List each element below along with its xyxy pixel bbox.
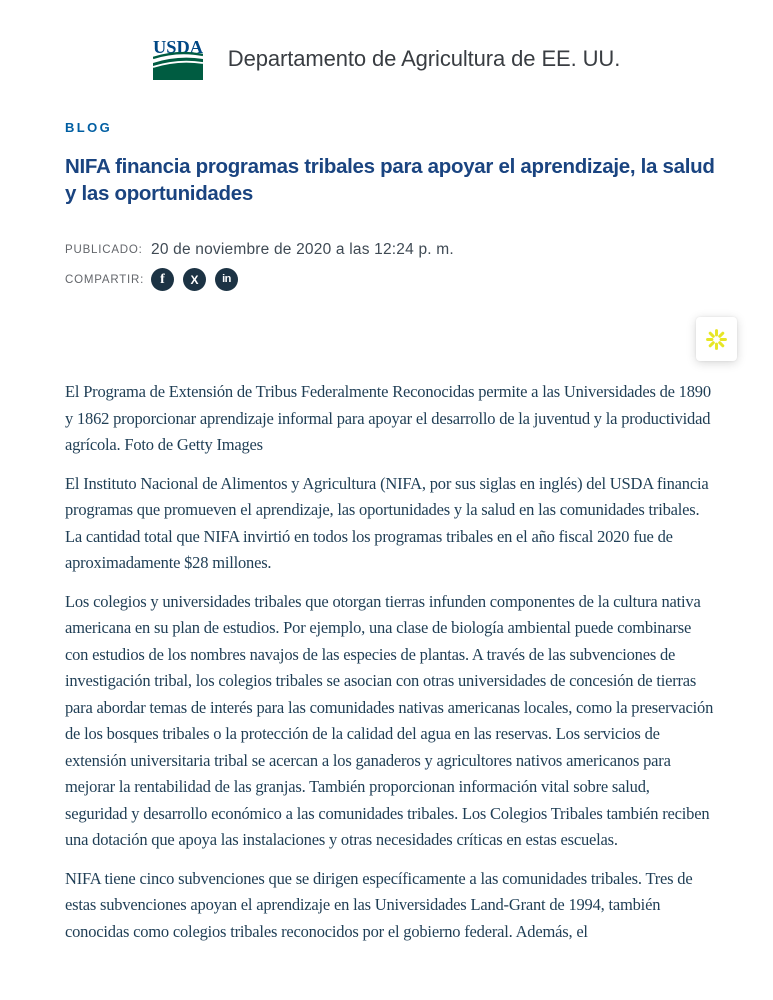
article-meta	[65, 241, 715, 291]
loading-spinner-icon	[703, 326, 730, 353]
published-label: PUBLICADO:	[65, 244, 143, 256]
published-date: 20 de noviembre de 2020 a las 12:24 p. m.	[151, 241, 454, 258]
paragraph: El Instituto Nacional de Alimentos y Agricultura (NIFA, por sus siglas en inglés) del USDA financia programas que promueven el aprendizaje, las oportunidades y la salud en las comunidades tribales. La cantidad total que NIFA invirtió en todos los programas tribales en el año fiscal 2020 fue de aproximadamente $28 millones.	[65, 473, 709, 572]
article-column	[0, 80, 773, 945]
facebook-icon[interactable]: f	[151, 268, 174, 291]
usda-logo-icon	[153, 38, 203, 80]
usda-header-link[interactable]	[0, 0, 773, 80]
blog-eyebrow-link[interactable]: BLOG	[65, 120, 113, 135]
paragraph-caption: El Programa de Extensión de Tribus Federalmente Reconocidas permite a las Universidades de 1890 y 1862 proporcionar aprendizaje informal para apoyar el desarrollo de la juventud y la productividad agrícola. Foto de Getty Images	[65, 382, 711, 454]
share-icons	[151, 268, 238, 291]
loading-spinner-card	[696, 317, 737, 361]
svg-text:USDA: USDA	[152, 38, 203, 57]
share-label: COMPARTIR:	[65, 273, 145, 286]
page-title: NIFA financia programas tribales para apoyar el aprendizaje, la salud y las oportunidades	[65, 155, 715, 205]
article-body	[65, 379, 715, 945]
agency-name: Departamento de Agricultura de EE. UU.	[227, 46, 621, 71]
share-row	[65, 268, 715, 291]
x-twitter-icon[interactable]: X	[183, 268, 206, 291]
published-row	[65, 241, 715, 259]
linkedin-icon[interactable]: in	[215, 268, 238, 291]
paragraph: NIFA tiene cinco subvenciones que se dirigen específicamente a las comunidades tribales. Tres de estas subvenciones apoyan el aprendizaje en las Universidades Land-Grant de 1994, también conocidas como colegios tribales reconocidos por el gobierno federal. Además, el	[65, 868, 693, 941]
paragraph: Los colegios y universidades tribales que otorgan tierras infunden componentes de la cultura nativa americana en su plan de estudios. Por ejemplo, una clase de biología ambiental puede combinarse con estudios de los nombres navajos de las especies de plantas. A través de las subvenciones de investigación tribal, los colegios tribales se asocian con otras universidades de concesión de tierras para abordar temas de interés para las comunidades nativas americanas locales, como la preservación de los bosques tribales o la protección de la calidad del agua en las reservas. Los servicios de extensión universitaria tribal se acercan a los ganaderos y agricultores nativos americanos para mejorar la rentabilidad de las granjas. También proporcionan información vital sobre salud, seguridad y desarrollo económico a las comunidades tribales. Los Colegios Tribales también reciben una dotación que apoya las instalaciones y otras necesidades críticas en estas escuelas.	[65, 591, 714, 849]
